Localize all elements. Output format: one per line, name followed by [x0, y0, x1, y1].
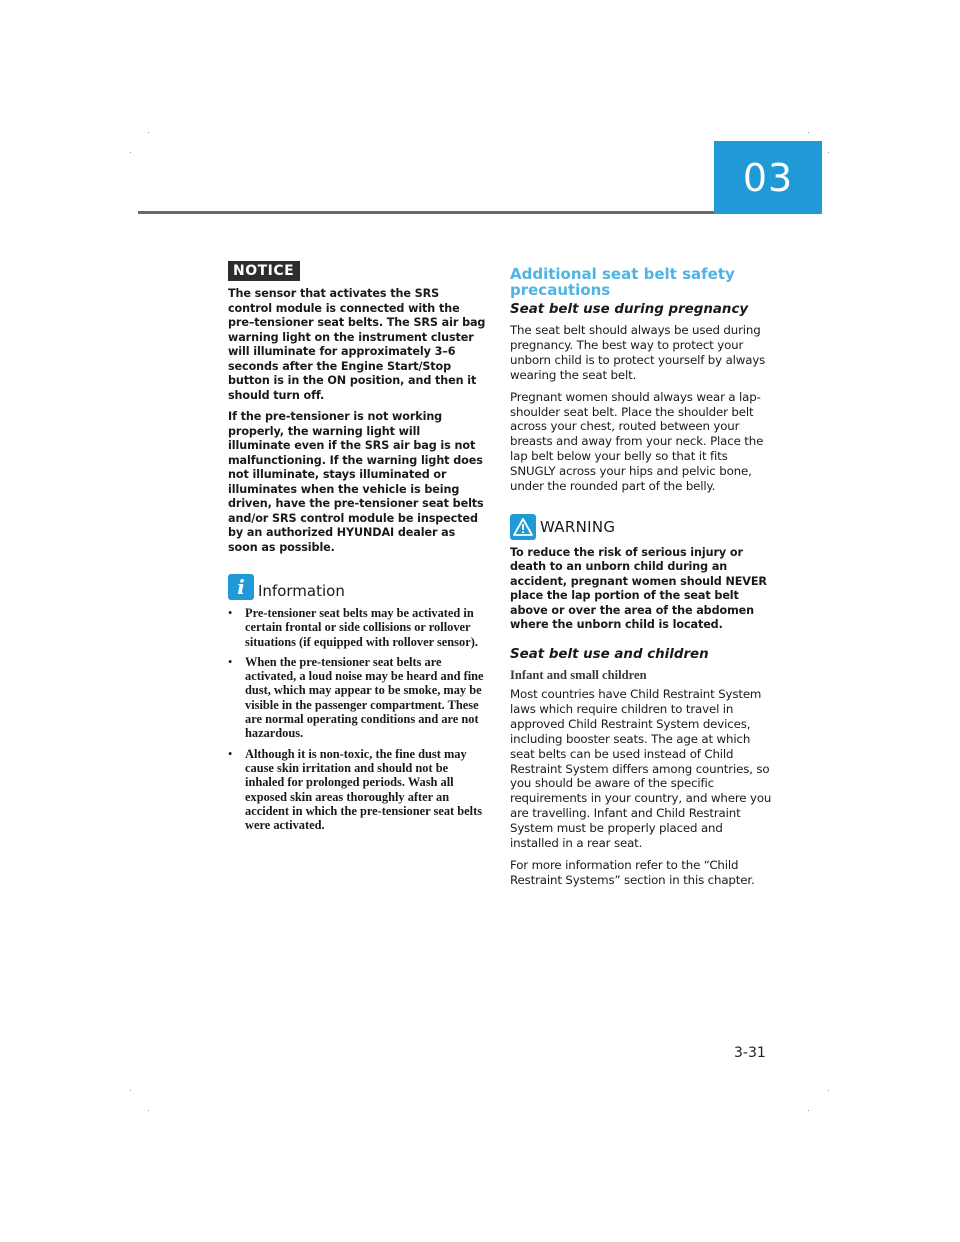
children-heading: Seat belt use and children	[510, 646, 709, 662]
information-header	[228, 574, 486, 600]
crop-mark	[148, 1110, 149, 1111]
crop-mark	[808, 132, 809, 133]
crop-mark	[828, 152, 829, 153]
information-list	[228, 606, 486, 832]
body-paragraph: Most countries have Child Restraint System laws which require children to travel in approved Child Restraint System devices, including booster seats. The age at which seat belts can be used instead of Child Restraint System differs among countries, so you should be aware of the specific requirements in your country, and where you are travelling. Infant and Child Restraint System must be properly placed and installed in a rear seat.	[510, 686, 772, 851]
left-column	[228, 260, 486, 838]
list-item: • When the pre-tensioner seat belts are activated, a loud noise may be heard and fine dust, which may appear to be smoke, may be visible in the passenger compartment. These are normal operating conditions and are not hazardous.	[228, 655, 486, 741]
section-title: Additional seat belt safety precautions	[510, 265, 735, 299]
chapter-tab: 03	[714, 141, 822, 214]
body-paragraph: Pregnant women should always wear a lap-shoulder seat belt. Place the shoulder belt across your chest, routed between your breasts and away from your neck. Place the lap belt below your belly so that it fits SNUGLY across your hips and pelvic bone, under the rounded part of the belly.	[510, 389, 764, 494]
warning-triangle-icon	[510, 514, 536, 540]
crop-mark	[808, 1110, 809, 1111]
page-number: 3-31	[734, 1045, 766, 1061]
body-paragraph: The seat belt should always be used during pregnancy. The best way to protect your unborn child is to protect yourself by always wearing the seat belt.	[510, 323, 766, 382]
crop-mark	[148, 132, 149, 133]
body-paragraph: For more information refer to the “Child Restraint Systems” section in this chapter.	[510, 857, 755, 887]
crop-mark	[130, 1090, 131, 1091]
warning-text: To reduce the risk of serious injury or death to an unborn child during an accident, pregnant women should NEVER place the lap portion of the seat belt above or over the area of the abdomen where the unborn child is located.	[510, 545, 767, 632]
infant-subheading: Infant and small children	[510, 667, 647, 682]
notice-paragraph: The sensor that activates the SRS control module is connected with the pre–tensioner seat belts. The SRS air bag warning light on the instrument cluster will illuminate for approximately 3–6 seconds after the Engine Start/Stop button is in the ON position, and then it should turn off.	[228, 287, 486, 402]
crop-mark	[828, 1090, 829, 1091]
warning-title: WARNING	[540, 517, 616, 536]
info-icon: i	[228, 574, 254, 600]
right-column	[510, 266, 772, 895]
header-rule	[138, 211, 714, 214]
warning-header	[510, 514, 772, 540]
list-item: • Pre-tensioner seat belts may be activated in certain frontal or side collisions or rollover situations (if equipped with rollover sensor).	[228, 606, 486, 649]
pregnancy-heading: Seat belt use during pregnancy	[510, 302, 749, 317]
notice-paragraph: If the pre-tensioner is not working properly, the warning light will illuminate even if the SRS air bag is not malfunctioning. If the warning light does not illuminate, stays illuminated or illuminates when the vehicle is being driven, have the pre-tensioner seat belts and/or SRS control module be inspected by an authorized HYUNDAI dealer as soon as possible.	[228, 410, 484, 554]
crop-mark	[130, 152, 131, 153]
information-title: Information	[258, 582, 345, 600]
list-item: • Although it is non-toxic, the fine dust may cause skin irritation and should not be inhaled for prolonged periods. Wash all exposed skin areas thoroughly after an accident in which the pre-tensioner seat belts were activated.	[228, 747, 486, 833]
notice-badge: NOTICE	[228, 261, 300, 281]
